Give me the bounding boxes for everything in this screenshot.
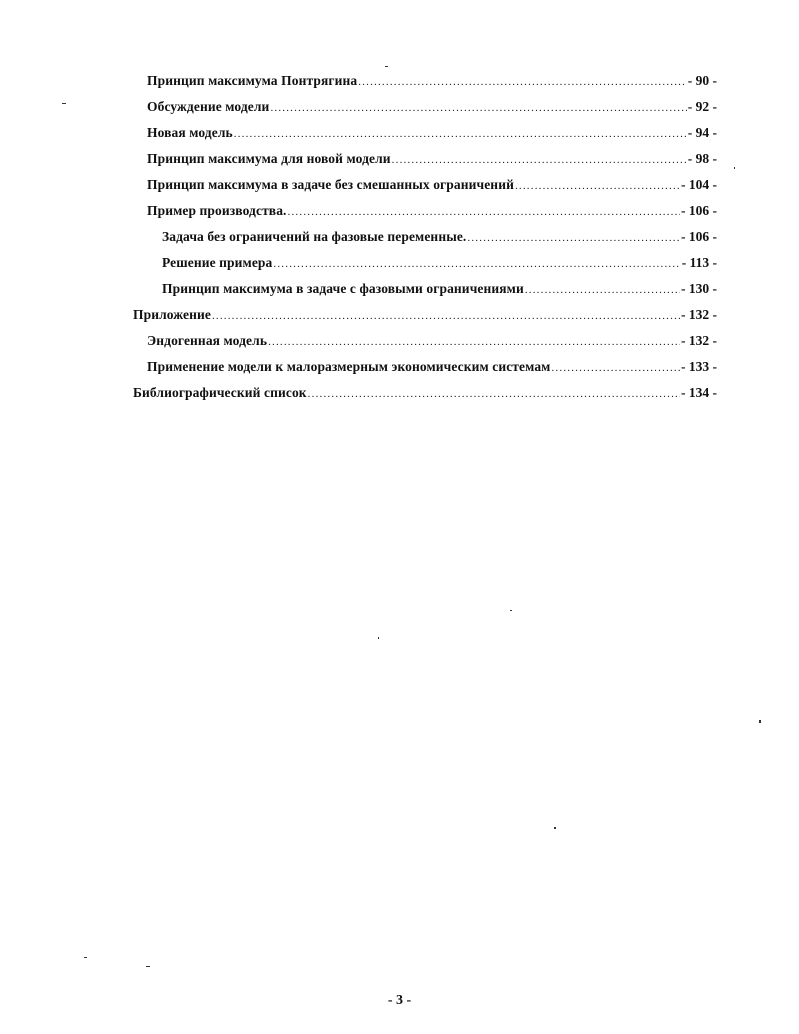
page-number: - 3 - [387,993,412,1008]
toc-entry-title: Применение модели к малоразмерным экономическим системам [147,359,551,374]
toc-entry-title: Решение примера [162,255,273,270]
toc-entry-title: Приложение [133,307,211,322]
toc-entry [133,382,717,404]
toc-entry-title: Принцип максимума в задаче без смешанных ограничений [147,177,514,192]
toc-entry [162,226,717,248]
toc-entry-page: - 92 - [687,99,717,114]
scan-speck [554,827,556,829]
toc-entry-page: - 130 - [681,281,717,296]
toc-entry [162,252,717,274]
toc-entry [133,304,717,326]
toc-entry-title: Обсуждение модели [147,99,270,114]
toc-entry-title: Принцип максимума в задаче с фазовыми ограничениями [162,281,524,296]
toc-entry-page: - 104 - [681,177,717,192]
toc-entry [147,122,717,144]
toc-leader-dots [551,357,680,379]
toc-entry-page: - 133 - [681,359,717,374]
toc-entry-page: - 113 - [681,255,717,270]
toc-entry [147,174,717,196]
toc-entry-page: - 90 - [687,73,717,88]
toc-entry [147,96,717,118]
scan-speck [510,610,512,611]
toc-entry-title: Библиографический список [133,385,307,400]
scan-speck [734,167,735,169]
toc-entry [147,330,717,352]
scan-speck [62,103,66,104]
toc-entry-title: Задача без ограничений на фазовые переменные. [162,229,467,244]
scan-speck [146,966,150,967]
scan-speck [378,637,379,639]
toc-entry-page: - 132 - [681,333,717,348]
toc-entry-page: - 106 - [681,229,717,244]
toc-entry-title: Принцип максимума для новой модели [147,151,391,166]
toc-entry-page: - 94 - [687,125,717,140]
scan-speck [759,720,761,723]
toc-leader-dots [392,149,687,171]
toc-leader-dots [358,71,687,93]
toc-leader-dots [515,175,680,197]
toc-entry-title: Пример производства. [147,203,287,218]
toc-leader-dots [212,305,680,327]
scan-speck [84,957,87,958]
toc-leader-dots [525,279,680,301]
toc-leader-dots [308,383,680,405]
toc-entry-title: Принцип максимума Понтрягина [147,73,358,88]
toc-leader-dots [268,331,680,353]
toc-entry [147,70,717,92]
toc-leader-dots [270,97,686,119]
scan-speck [385,66,388,67]
toc-entry-page: - 98 - [687,151,717,166]
toc-leader-dots [288,201,680,223]
toc-entry [147,148,717,170]
toc-entry-title: Эндогенная модель [147,333,268,348]
toc-entry [147,356,717,378]
toc-entry [147,200,717,222]
toc-entry-title: Новая модель [147,125,233,140]
toc-leader-dots [234,123,687,145]
toc-entry-page: - 132 - [681,307,717,322]
toc-entry [162,278,717,300]
toc-leader-dots [467,227,680,249]
toc-entry-page: - 134 - [681,385,717,400]
toc-entry-page: - 106 - [681,203,717,218]
toc-leader-dots [273,253,680,275]
